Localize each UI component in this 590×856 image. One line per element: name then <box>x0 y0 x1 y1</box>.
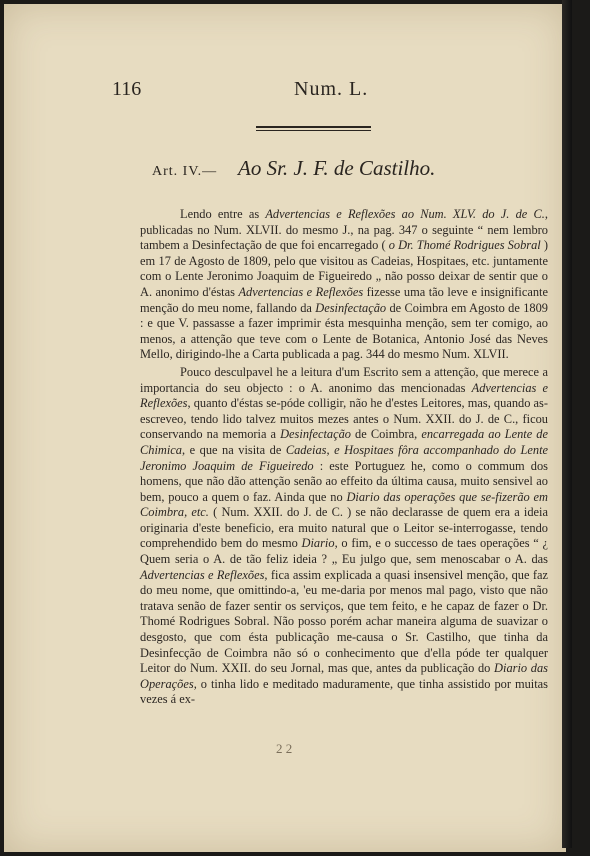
italic-run: encarregada ao Lente de Chimica <box>140 427 548 457</box>
italic-run: o Dr. Thomé Rodrigues Sobral <box>388 238 541 253</box>
article-body <box>140 207 548 708</box>
text-run: , fica assim explicada a quasi insensivel menção, que faz do meu nome, que omittindo-a, 'eu me-daria por menos mal pago, visto que não tratava senão de fazer sentir os serviços, que tem feito, e he capaz de fazer o Dr. Thomé Rodrigues Sobral. Não posso porém achar maneira alguma de suavizar o desgosto, que com ésta publicação me-causa o Sr. Castilho, que tinha da Desinfecção de Coimbra não só o conhecimento que d'ella póde ter qualquer Leitor do Num. XXII. do seu Jornal, mas que, antes da publicação do <box>140 567 548 676</box>
italic-run: Desinfectação <box>280 427 351 442</box>
text-run: , o fim, e o successo de taes operações “ ¿ Quem seria o A. de tão feliz ideia ? „ Eu julgo que, sem menoscabar o A. das <box>140 536 548 567</box>
page-number: 116 <box>112 78 142 100</box>
italic-run: Advertencias e Reflexões <box>140 567 265 582</box>
text-run: Pouco desculpavel he a leitura d'um Escrito sem a attenção, que merece a importancia do seu objecto : o A. anonimo das mencionadas <box>140 364 548 395</box>
text-run: de Coimbra, <box>351 427 422 442</box>
article-title: Ao Sr. J. F. de Castilho. <box>238 156 436 180</box>
text-run: , o tinha lido e meditado maduramente, que tinha assistido por muitas vezes á ex- <box>140 676 548 707</box>
document-page <box>4 4 566 852</box>
italic-run: Diario das Operações <box>140 661 548 691</box>
text-run: ( Num. XXII. do J. de C. ) se não declarasse de quem era a ideia originaria d'este beneficio, era muito natural que o Leitor se-interrogasse, tendo comprehendido bem do mesmo <box>140 505 548 551</box>
text-run: , quanto d'éstas se-póde colligir, não he d'estes Leitores, mas, quando as-escreveo, tendo lido talvez muitos mezes antes o Num. XXII. do J. de C., ficou conservando na memoria a <box>140 396 548 442</box>
paragraph <box>140 207 548 363</box>
signature-mark: 2 2 <box>276 741 293 756</box>
italic-run: Advertencias e Reflexões <box>140 380 549 411</box>
text-run: Lendo entre as <box>180 207 266 221</box>
text-run: , publicadas no Num. XLVII. do mesmo J., na pag. 347 o seguinte “ nem lembro tambem a Desinfectação de que foi encarregado ( <box>140 207 548 253</box>
title-rule <box>256 126 371 131</box>
text-run: , e que na visita de <box>182 442 286 457</box>
italic-run: Diario das operações que se-fizerão em Coimbra, etc. <box>140 489 548 520</box>
running-title: Num. L. <box>294 78 369 100</box>
book-edge <box>562 0 572 848</box>
text-run: de Coimbra em Agosto de 1809 : e que V. passasse a fazer imprimir ésta mesquinha menção, sem ter comigo, ao menos, a attenção que teve com o Lente de Botanica, Antonio José das Neves Mello, dirigindo-lhe a Carta publicada a pag. 344 do mesmo Num. XLVII. <box>140 300 548 362</box>
paragraph <box>140 365 548 708</box>
text-run: fizesse uma tão leve e insignificante menção do meu nome, fallando da <box>140 284 548 315</box>
article-label: Art. IV.— <box>152 164 218 179</box>
italic-run: Advertencias e Reflexões <box>238 284 364 299</box>
text-run: : este Portuguez he, como o commum dos homens, que não dão attenção senão ao effeito da última causa, muito sensivel ao bem, pouco a quem o faz. Ainda que no <box>140 458 549 504</box>
italic-run: Advertencias e Reflexões ao Num. XLV. do J. de C. <box>265 207 545 221</box>
text-run: ) em 17 de Agosto de 1809, pelo que visitou as Cadeias, Hospitaes, etc. juntamente com o Lente Jeronimo Joaquim de Figueiredo „ não posso deixar de sentir que o A. anonimo d'éstas <box>140 238 549 299</box>
page-header <box>4 78 566 108</box>
italic-run: Desinfectação <box>315 300 387 315</box>
italic-run: Diario <box>301 536 335 551</box>
italic-run: Cadeias, e Hospitaes fôra accompanhado do Lente Jeronimo Joaquim de Figueiredo <box>140 442 549 473</box>
